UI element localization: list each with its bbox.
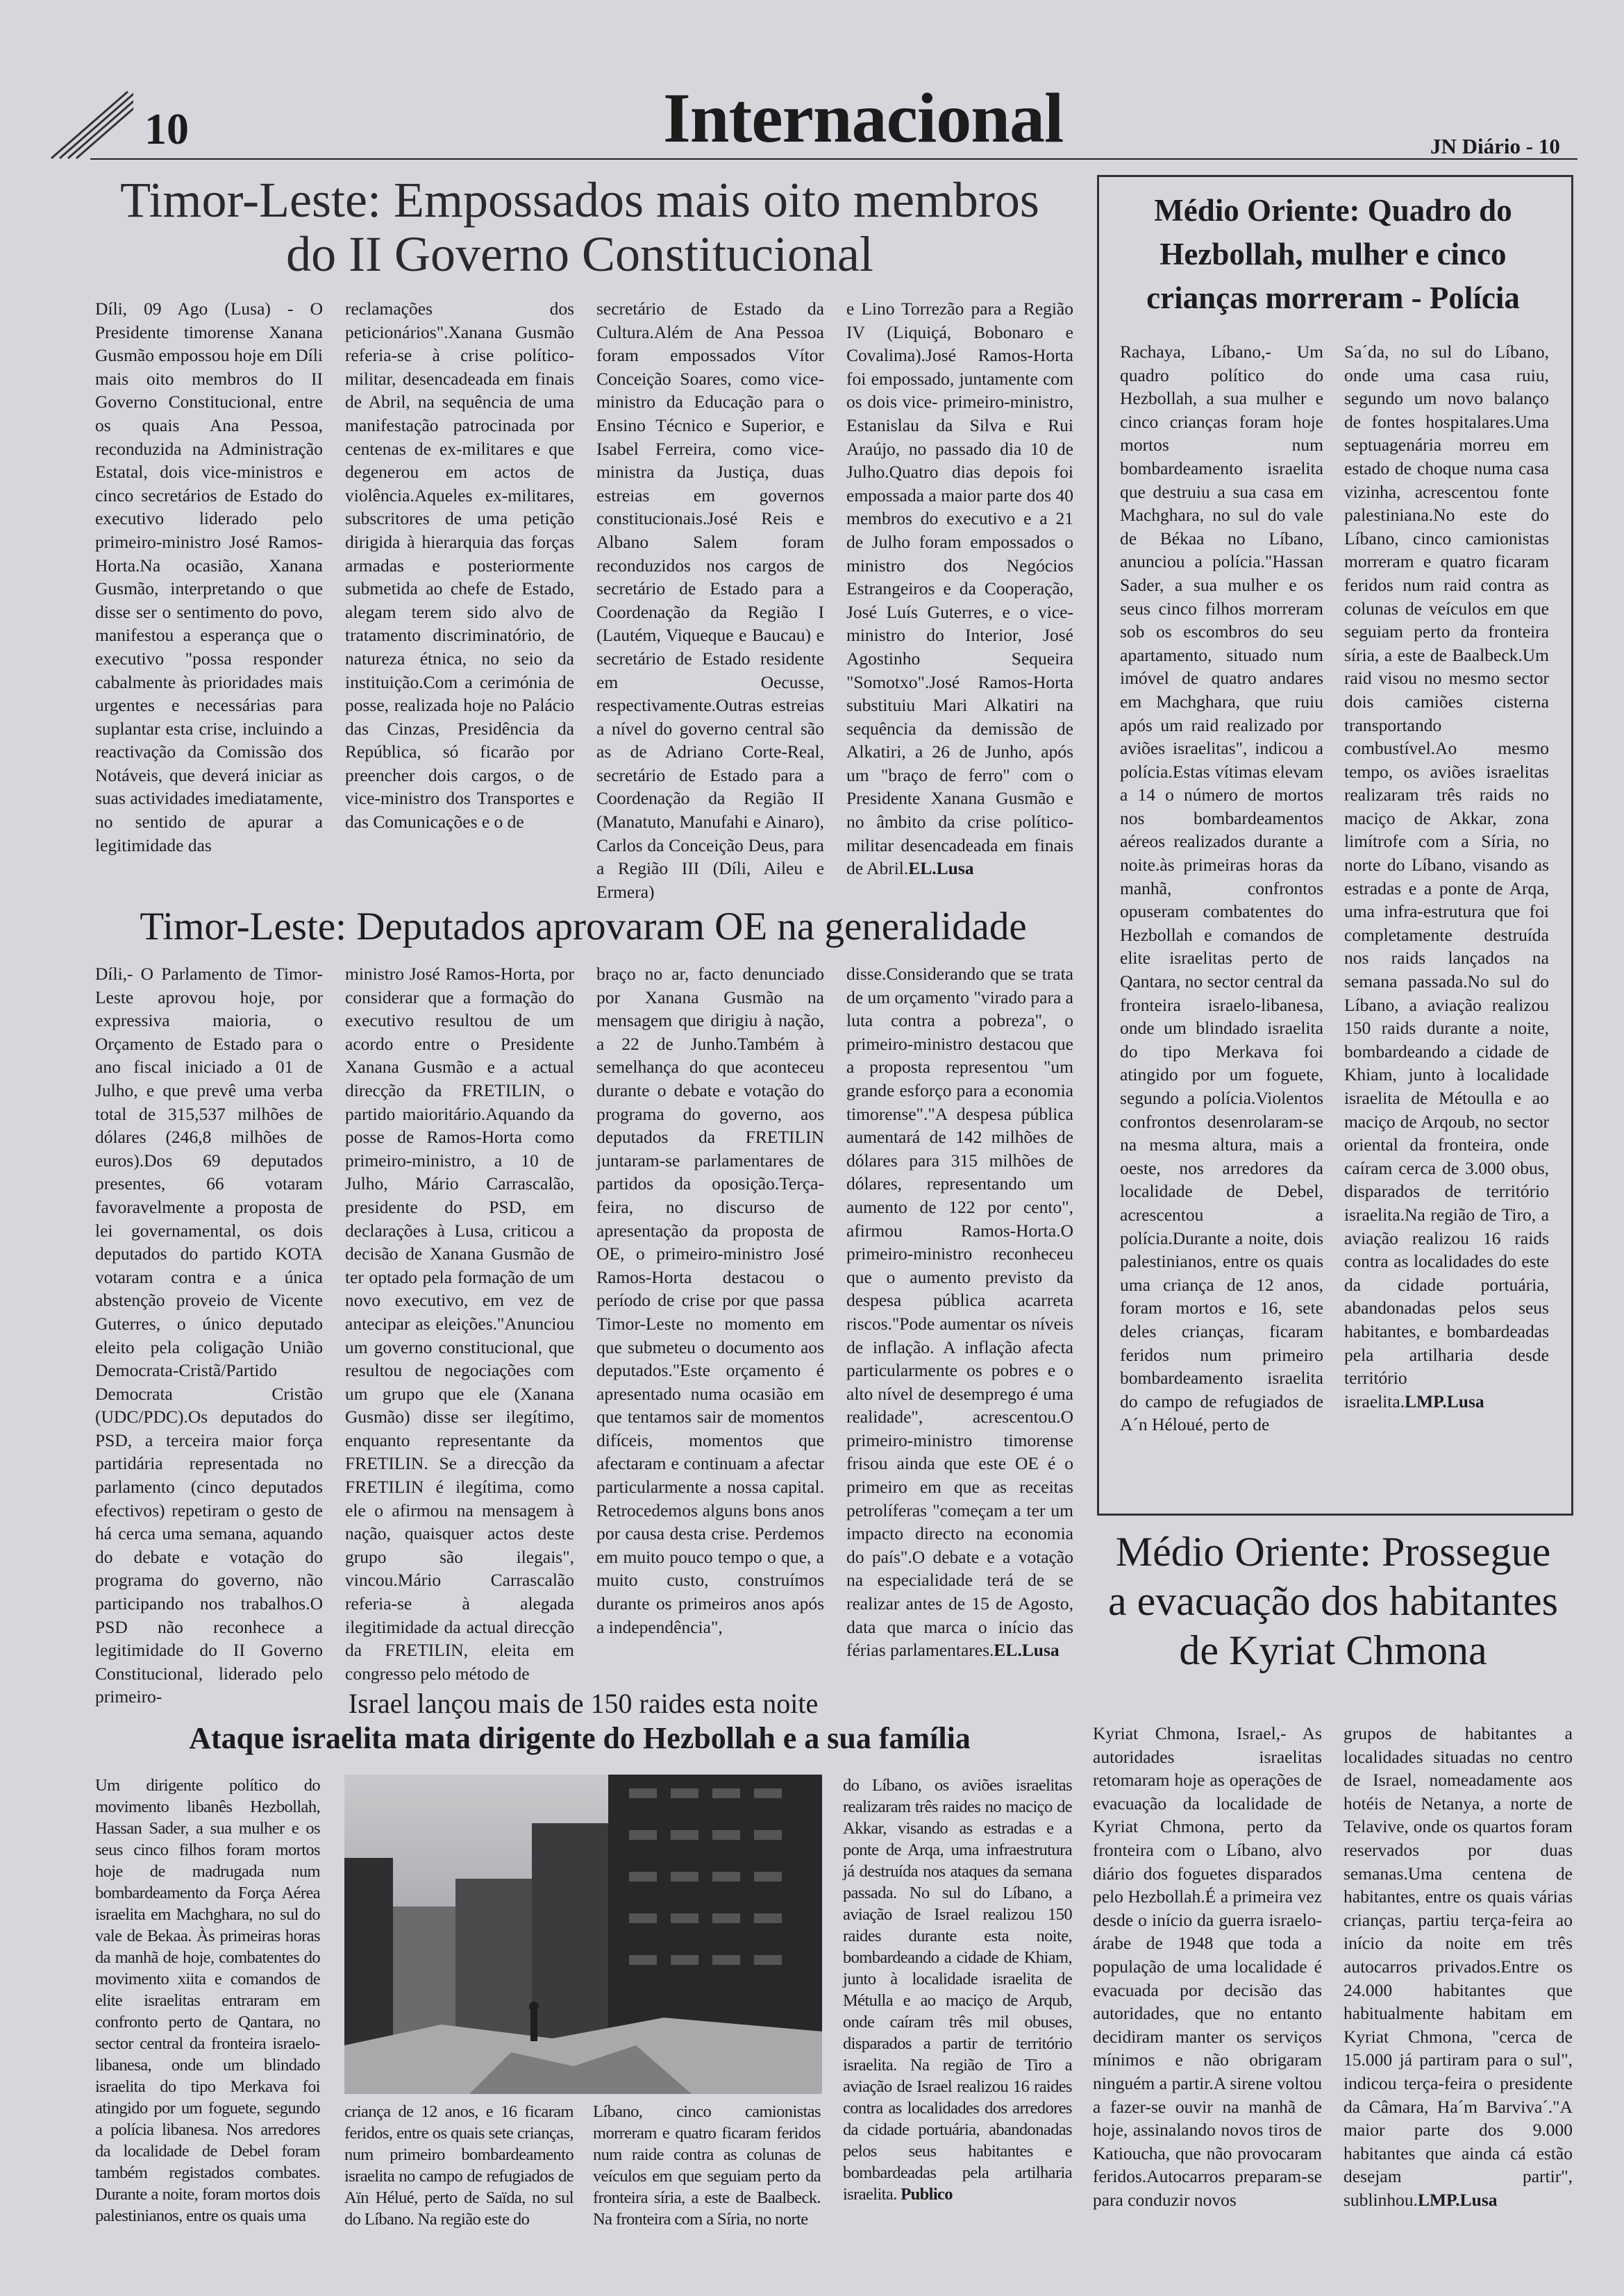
story1-headline bbox=[83, 174, 1076, 282]
story1-headline-line2: do II Governo Constitucional bbox=[286, 226, 873, 282]
story1-body-end: e Lino Torrezão para a Região IV (Liquiçá, Bobonaro e Covalima).José Ramos-Horta foi empossado, juntamente com os dois vice- primeiro-ministro, Estanislau da Silva e Rui Araújo, no passado dia 10 de Julho.Quatro dias depois foi empossada a maior parte dos 40 membros do executivo e a 21 de Julho foram empossados o ministro dos Negócios Estrangeiros e da Cooperação, José Luís Guterres, e o vice-ministro do Interior, José Agostinho Sequeira "Somotxo".José Ramos-Horta substituiu Mari Alkatiri na sequência da demissão de Alkatiri, a 26 de Junho, após um "braço de ferro" com o Presidente Xanana Gusmão e no âmbito da crise político-militar desencadeada em finais de Abril. bbox=[846, 299, 1073, 879]
news-photo bbox=[344, 1775, 822, 2094]
story1-column-2: reclamações dos peticionários".Xanana Gusmão referia-se à crise político-militar, desencadeada em finais de Abril, na sequência de uma manifestação patrocinada por centenas de ex-militares e que degenerou em actos de violência.Aqueles ex-militares, subscritores de uma petição dirigida à hierarquia das forças armadas e posteriormente submetida ao chefe de Estado, alegam terem sido alvo de tratamento discriminatório, de natureza étnica, no seio da instituição.Com a cerimónia de posse, realizada hoje no Palácio das Cinzas, Presidência da República, só ficarão por preencher dois cargos, o de vice-ministro dos Transportes e das Comunicações e o de bbox=[345, 299, 574, 832]
story2-column-3: braço no ar, facto denunciado por Xanana Gusmão na mensagem que dirigiu à nação, a 22 de Junho.Também à semelhança do que aconteceu durante o debate e votação do programa do governo, aos deputados da FRETILIN juntaram-se parlamentares de partidos da oposição.Terça-feira, no discurso de apresentação da proposta de OE, o primeiro-ministro José Ramos-Horta destacou o período de crise por que passa Timor-Leste no momento em que submeteu o documento aos deputados."Este orçamento é apresentado numa ocasião em que tentamos sair de momentos difíceis, momentos que afectaram e continuam a afectar particularmente a nossa capital. Retrocedemos alguns bons anos por causa desta crise. Perdemos em muito pouco tempo o que, a muito custo, construímos durante os primeiros anos após a independência", bbox=[596, 964, 824, 1637]
page-number-hatch bbox=[50, 90, 133, 160]
story4-kicker: Israel lançou mais de 150 raides esta noite bbox=[348, 1688, 819, 1719]
story2-column-2: ministro José Ramos-Horta, por considerar que a formação do executivo resultou de um acordo entre o Presidente Xanana Gusmão e a actual direcção da FRETILIN, o partido maioritário.Aquando da posse de Ramos-Horta como primeiro-ministro, a 10 de Julho, Mário Carrascalão, presidente do PSD, em declarações à Lusa, criticou a decisão de Xanana Gusmão de ter optado pela formação de um novo executivo, em vez de antecipar as eleições."Anunciou um governo constitucional, que resultou de negociações com um grupo que ele (Xanana Gusmão) disse ser ilegítimo, enquanto representante da FRETILIN. Se a direcção da FRETILIN é ilegítima, como ele o afirmou na mensagem à nação, quaisquer actos deste grupo são ilegais", vincou.Mário Carrascalão referia-se à alegada ilegitimidade da actual direcção da FRETILIN, eleita em congresso pelo método de bbox=[345, 964, 574, 1684]
story1-column-3: secretário de Estado da Cultura.Além de Ana Pessoa foram empossados Vítor Conceição Soares, como vice-ministro da Educação para o Ensino Técnico e Superior, e Isabel Ferreira, como vice-ministra da Justiça, duas estreias em governos constitucionais.José Reis e Albano Salem foram reconduzidos nos cargos de secretário de Estado para a Coordenação da Região I (Lautém, Viqueque e Baucau) e secretário de Estado residente em Oecusse, respectivamente.Outras estreias a nível do governo central são as de Adriano Corte-Real, secretário de Estado para a Coordenação da Região II (Manatuto, Manufahi e Ainaro), Carlos da Conceição Deus, para a Região III (Díli, Aileu e Ermera) bbox=[596, 299, 824, 902]
story2-body-end: disse.Considerando que se trata de um orçamento "virado para a luta contra a pobreza", o primeiro-ministro destacou que a proposta representou "um grande esforço para a economia timorense"."A despesa pública aumentará de 142 milhões de dólares para 315 milhões de dólares, representando um aumento de 122 por cento", afirmou Ramos-Horta.O primeiro-ministro reconheceu que o aumento previsto da despesa pública acarreta riscos."Pode aumentar os níveis de inflação. A inflação afecta particularmente os pobres e o alto nível de desemprego é uma realidade", acrescentou.O primeiro-ministro timorense frisou ainda que este OE é o primeiro em que as receitas petrolíferas "começam a ter um impacto directo na economia do país".O debate e a votação na especialidade terá de se realizar antes de 15 de Agosto, data que marca o início das férias parlamentares. bbox=[846, 964, 1073, 1661]
story2-headline: Timor-Leste: Deputados aprovaram OE na generalidade bbox=[140, 905, 1027, 948]
section-title: Internacional bbox=[663, 79, 1064, 158]
story5-headline-line1: Médio Oriente: Prossegue bbox=[1115, 1529, 1551, 1575]
story5-signature: LMP.Lusa bbox=[1417, 2189, 1498, 2210]
story4-column-4 bbox=[843, 1775, 1072, 2240]
header-rule bbox=[90, 158, 1577, 160]
story1-column-1: Díli, 09 Ago (Lusa) - O Presidente timorense Xanana Gusmão empossou hoje em Díli mais oito membros do II Governo Constitucional, entre os quais Ana Pessoa, reconduzida na Administração Estatal, dois vice-ministros e cinco secretários de Estado do executivo liderado pelo primeiro-ministro José Ramos-Horta.Na ocasião, Xanana Gusmão, interpretando o que disse ser o sentimento do povo, manifestou a esperança que o executivo "possa responder cabalmente às prioridades mais urgentes e necessárias para suplantar esta crise, incluindo a reactivação da Comissão dos Notáveis, que deverá iniciar as suas actividades imediatamente, no sentido de apurar a legitimidade das bbox=[95, 299, 323, 855]
story5-headline-line2: a evacuação dos habitantes bbox=[1107, 1577, 1559, 1624]
story3-column-2 bbox=[1344, 340, 1549, 1500]
story2-signature: EL.Lusa bbox=[994, 1640, 1060, 1661]
story3-headline: Médio Oriente: Quadro do Hezbollah, mulher e cinco crianças morreram - Polícia bbox=[1146, 193, 1520, 315]
story5-column-2 bbox=[1343, 1722, 1573, 2236]
story5-headline-line3: de Kyriat Chmona bbox=[1179, 1627, 1487, 1673]
story5-headline bbox=[1090, 1527, 1576, 1675]
story4-column-2: criança de 12 anos, e 16 ficaram feridos, entre os quais sete crianças, num primeiro bombardeamento israelita no campo de refugiados de Aïn Hélué, perto de Saïda, no sul do Líbano. Na região este do bbox=[344, 2102, 574, 2229]
story2-column-1: Díli,- O Parlamento de Timor-Leste aprovou hoje, por expressiva maioria, o Orçamento de Estado para o ano fiscal iniciado a 01 de Julho, e que prevê uma verba total de 315,537 milhões de dólares (246,8 milhões de euros).Dos 69 deputados presentes, 66 votaram favoravelmente a proposta de lei governamental, os dois deputados do partido KOTA votaram contra e a única abstenção proveio de Vicente Guterres, o único deputado eleito pela coligação União Democrata-Cristã/Partido Democrata Cristão (UDC/PDC).Os deputados do PSD, a terceira maior força partidária representada no parlamento (cinco deputados efectivos) repetiram o gesto de há cerca uma semana, aquando do debate e votação do programa do governo, não participando nos trabalhos.O PSD não reconhece a legitimidade do II Governo Constitucional, liderado pelo primeiro- bbox=[95, 964, 323, 1707]
story5-body-end: grupos de habitantes a localidades situadas no centro de Israel, nomeadamente aos hotéis de Netanya, a norte de Telavive, onde os quartos foram reservados por duas semanas.Uma centena de habitantes, entre os quais várias crianças, partiu terça-feira ao início da noite em três autocarros privados.Entre os 24.000 habitantes que habitualmente habitam em Kyriat Chmona, "cerca de 15.000 já partiram para o sul", indicou terça-feira o presidente da Câmara, Ha´m Barviva´."A maior parte dos 9.000 habitantes que ainda cá estão desejam partir", sublinhou. bbox=[1343, 1723, 1573, 2210]
story1-column-4 bbox=[846, 297, 1073, 903]
story4-column-3: Líbano, cinco camionistas morreram e quatro ficaram feridos num raide contra as colunas de veículos em que seguiam perto da fronteira síria, a este de Baalbeck. Na fronteira com a Síria, no norte bbox=[593, 2102, 821, 2229]
story1-headline-line1: Timor-Leste: Empossados mais oito membros bbox=[120, 172, 1039, 228]
page-reference: JN Diário - 10 bbox=[1430, 134, 1560, 158]
story4-column-1: Um dirigente político do movimento libanês Hezbollah, Hassan Sader, a sua mulher e os seus cinco filhos foram mortos hoje de madrugada num bombardeamento da Força Aérea israelita em Machghara, no sul do vale de Bekaa. Às primeiras horas da manhã de hoje, combatentes do movimento xiita e comandos de elite israelitas entraram em confronto perto de Qantara, no sector central da fronteira israelo-libanesa, onde um blindado israelita do tipo Merkava foi atingido por um foguete, segundo a polícia libanesa. Nos arredores da localidade de Debel foram também registados combates. Durante a noite, foram mortos dois palestinianos, entre os quais uma bbox=[95, 1776, 320, 2225]
story4-body-end: do Líbano, os aviões israelitas realizaram três raides no maciço de Akkar, visando as estradas e a ponte de Arqa, uma infraestrutura já destruída nos ataques da semana passada. No sul do Líbano, a aviação de Israel realizou 150 raides durante esta noite, bombardeando a cidade de Khiam, junto à localidade israelita de Métulla e ao maciço de Arqub, onde caíram três mil obuses, disparados a partir de território israelita. Na região de Tiro a aviação de Israel realizou 16 raides contra as localidades dos arredores da cidade portuária, abandonadas pelos seus habitantes e bombardeadas pela artilharia israelita. bbox=[843, 1776, 1072, 2204]
story4-headline: Ataque israelita mata dirigente do Hezbollah e a sua família bbox=[189, 1721, 971, 1755]
story1-signature: EL.Lusa bbox=[908, 858, 974, 879]
page-number: 10 bbox=[144, 104, 189, 153]
story4-signature: Publico bbox=[901, 2185, 953, 2204]
story3-column-1: Rachaya, Líbano,- Um quadro político do Hezbollah, a sua mulher e cinco crianças foram hoje mortos num bombardeamento israelita que destruiu a sua casa em Machghara, no sul do vale de Békaa no Líbano, anunciou a polícia."Hassan Sader, a sua mulher e os seus cinco filhos morreram sob os escombros do seu apartamento, situado num imóvel de quatro andares em Machghara, que ruiu após um raid realizado por aviões israelitas", indicou a polícia.Estas vítimas elevam a 14 o número de mortos nos bombardeamentos aéreos realizados durante a noite.às primeiras horas da manhã, confrontos opuseram combatentes do Hezbollah e comandos de elite israelitas perto de Qantara, no sector central da fronteira israelo-libanesa, onde um blindado israelita do tipo Merkava foi atingido por um foguete, segundo a polícia.Violentos confrontos desenrolaram-se na mesma altura, mais a oeste, nos arredores da localidade de Debel, acrescentou a polícia.Durante a noite, dois palestinianos, entre os quais uma criança de 12 anos, foram mortos e 16, sete deles crianças, ficaram feridos num primeiro bombardeamento israelita do campo de refugiados de A´n Héloué, perto de bbox=[1120, 342, 1323, 1435]
story5-column-1: Kyriat Chmona, Israel,- As autoridades israelitas retomaram hoje as operações de evacuação da localidade de Kyriat Chmona, perto da fronteira com o Líbano, alvo diário dos foguetes disparados pelo Hezbollah.É a primeira vez desde o início da guerra israelo-árabe de 1948 que toda a população de uma localidade é evacuada por decisão das autoridades, que no entanto decidiram manter os serviços mínimos e não obrigaram ninguém a partir.A sirene voltou a fazer-se ouvir na manhã de hoje, assinalando novos tiros de Katioucha, que não provocaram feridos.Autocarros preparam-se para conduzir novos bbox=[1093, 1723, 1322, 2210]
story3-signature: LMP.Lusa bbox=[1405, 1391, 1484, 1411]
story3-body-end: Sa´da, no sul do Líbano, onde uma casa ruiu, segundo um novo balanço de fontes hospitalares.Uma septuagenária morreu em estado de choque numa casa vizinha, acrescentou fonte palestiniana.No este do Líbano, cinco camionistas morreram e quatro ficaram feridos num raid contra as colunas de veículos em que seguiam perto da fronteira síria, a este de Baalbeck.Um raid visou no mesmo sector dois camiões cisterna transportando combustível.Ao mesmo tempo, os aviões israelitas realizaram três raids no maciço de Akkar, zona limítrofe com a Síria, no norte do Líbano, visando as estradas e a ponte de Arqa, uma infra-estrutura que foi completamente destruída nos raids lançados na semana passada.No sul do Líbano, a aviação realizou 150 raids durante a noite, bombardeando a cidade de Khiam, junto à localidade israelita de Métoulla e ao maciço de Arqoub, no sector oriental da fronteira, onde caíram cerca de 3.000 obus, disparados de território israelita.Na região de Tiro, a aviação realizou 16 raids contra as localidades do este da cidade portuária, abandonadas pelos seus habitantes, e bombardeadas pela artilharia desde território israelita. bbox=[1344, 342, 1549, 1411]
story2-column-4 bbox=[846, 962, 1073, 1680]
